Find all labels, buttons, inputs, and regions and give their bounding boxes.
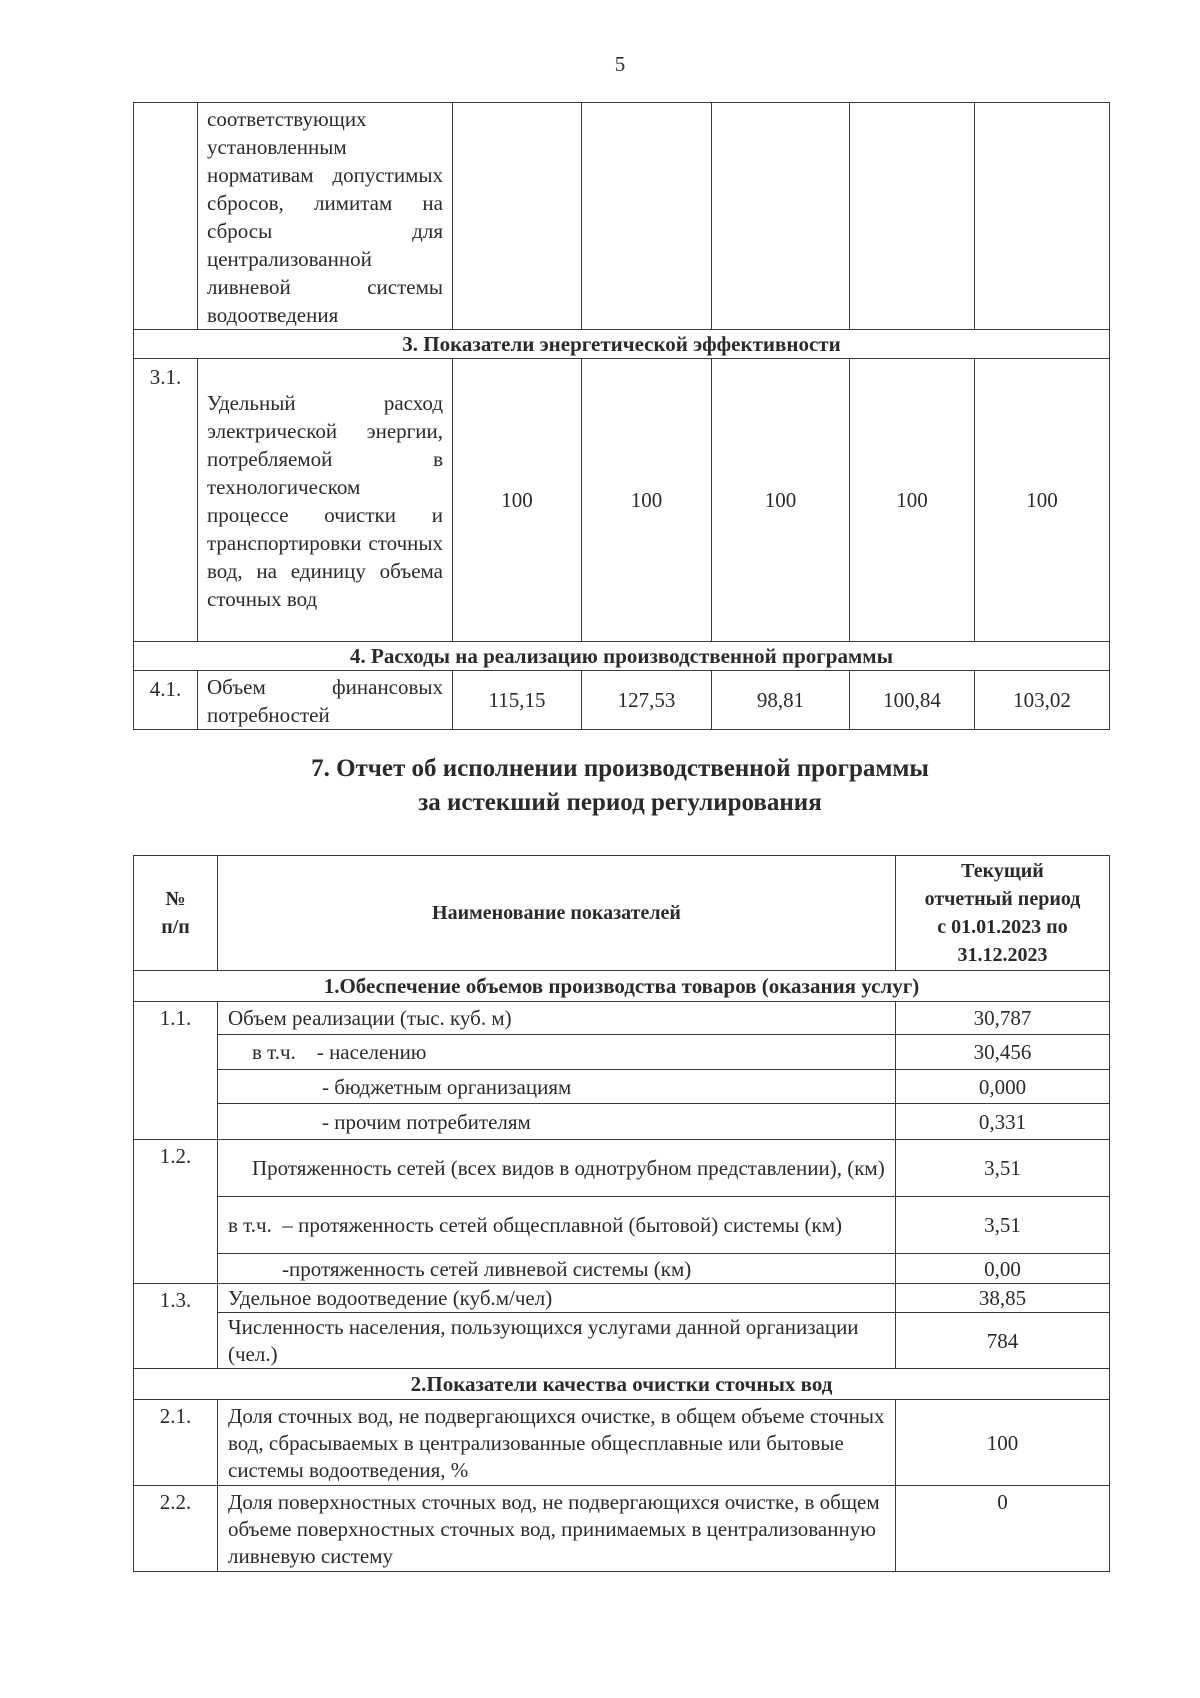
indicator-name: -протяженность сетей ливневой системы (км) [218, 1254, 896, 1284]
value-cell: 100 [850, 359, 975, 642]
section-heading: 3. Показатели энергетической эффективности [134, 330, 1110, 359]
indicator-name: Доля поверхностных сточных вод, не подвергающихся очистке, в общем объеме поверхностных сточных вод, принимаемых в централизованную ливневую систему [218, 1486, 896, 1572]
table-row [134, 1104, 1110, 1140]
value-cell: 0,00 [896, 1254, 1110, 1284]
row-number: 2.2. [134, 1486, 218, 1572]
section-title-line1: 7. Отчет об исполнении производственной программы [311, 755, 929, 782]
value-cell: 100 [453, 359, 582, 642]
indicator-name: в т.ч. - населению [218, 1035, 896, 1070]
value-cell: 0,000 [896, 1070, 1110, 1104]
indicator-name: Удельное водоотведение (куб.м/чел) [218, 1284, 896, 1313]
indicator-name: Доля сточных вод, не подвергающихся очистке, в общем объеме сточных вод, сбрасываемых в централизованные общесплавные или бытовые системы водоотведения, % [218, 1400, 896, 1486]
section-row [134, 1369, 1110, 1400]
indicator-name: Численность населения, пользующихся услугами данной организации (чел.) [218, 1313, 896, 1369]
section-row [134, 971, 1110, 1002]
table-row [134, 1313, 1110, 1369]
value-cell: 98,81 [712, 671, 850, 730]
header-current-period: Текущий отчетный период с 01.01.2023 по 31.12.2023 [896, 856, 1110, 971]
indicator-name: Удельный расход электрической энергии, потребляемой в технологическом процессе очистки и транспортировки сточных вод, на единицу объема сточных вод [198, 359, 453, 642]
production-program-table-continued [133, 102, 1110, 730]
execution-report-table [133, 855, 1110, 1572]
table-row [134, 359, 1110, 642]
indicator-name: Протяженность сетей (всех видов в однотрубном представлении), (км) [218, 1140, 896, 1197]
value-cell [453, 103, 582, 330]
value-cell: 0,331 [896, 1104, 1110, 1140]
value-cell: 3,51 [896, 1197, 1110, 1254]
header-number: № п/п [134, 856, 218, 971]
table-row [134, 1486, 1110, 1572]
table-row [134, 103, 1110, 330]
value-cell [850, 103, 975, 330]
value-cell: 3,51 [896, 1140, 1110, 1197]
indicator-name: Объем реализации (тыс. куб. м) [218, 1002, 896, 1035]
page-number: 5 [614, 52, 626, 76]
table-row [134, 1070, 1110, 1104]
value-cell: 30,456 [896, 1035, 1110, 1070]
value-cell: 38,85 [896, 1284, 1110, 1313]
row-number [134, 103, 198, 330]
table-row [134, 1400, 1110, 1486]
indicator-name: Объем финансовых потребностей [198, 671, 453, 730]
value-cell: 100,84 [850, 671, 975, 730]
value-cell: 0 [896, 1486, 1110, 1572]
row-number: 1.3. [134, 1284, 218, 1369]
indicator-name: соответствующих установленным нормативам допустимых сбросов, лимитам на сбросы для централизованной ливневой системы водоотведения [198, 103, 453, 330]
section-title-line2: за истекший период регулирования [418, 789, 822, 816]
indicator-name: - прочим потребителям [218, 1104, 896, 1140]
value-cell [712, 103, 850, 330]
header-indicator-name: Наименование показателей [218, 856, 896, 971]
table-row [134, 1284, 1110, 1313]
header-row [134, 856, 1110, 971]
table-row [134, 1035, 1110, 1070]
table-row [134, 1254, 1110, 1284]
section-title [0, 752, 1200, 820]
section-row [134, 330, 1110, 359]
value-cell [582, 103, 712, 330]
value-cell: 100 [582, 359, 712, 642]
table-row [134, 671, 1110, 730]
table-row [134, 1197, 1110, 1254]
row-number: 3.1. [134, 359, 198, 642]
value-cell: 784 [896, 1313, 1110, 1369]
row-number: 1.1. [134, 1002, 218, 1140]
row-number: 4.1. [134, 671, 198, 730]
section-row [134, 642, 1110, 671]
row-number: 1.2. [134, 1140, 218, 1284]
value-cell: 103,02 [975, 671, 1110, 730]
value-cell: 30,787 [896, 1002, 1110, 1035]
value-cell: 115,15 [453, 671, 582, 730]
value-cell: 100 [712, 359, 850, 642]
value-cell [975, 103, 1110, 330]
table-row [134, 1002, 1110, 1035]
section-heading: 1.Обеспечение объемов производства товаров (оказания услуг) [134, 971, 1110, 1002]
value-cell: 100 [896, 1400, 1110, 1486]
row-number: 2.1. [134, 1400, 218, 1486]
value-cell: 127,53 [582, 671, 712, 730]
value-cell: 100 [975, 359, 1110, 642]
indicator-name: - бюджетным организациям [218, 1070, 896, 1104]
indicator-name: в т.ч. – протяженность сетей общесплавной (бытовой) системы (км) [218, 1197, 896, 1254]
table-row [134, 1140, 1110, 1197]
section-heading: 4. Расходы на реализацию производственной программы [134, 642, 1110, 671]
section-heading: 2.Показатели качества очистки сточных вод [134, 1369, 1110, 1400]
